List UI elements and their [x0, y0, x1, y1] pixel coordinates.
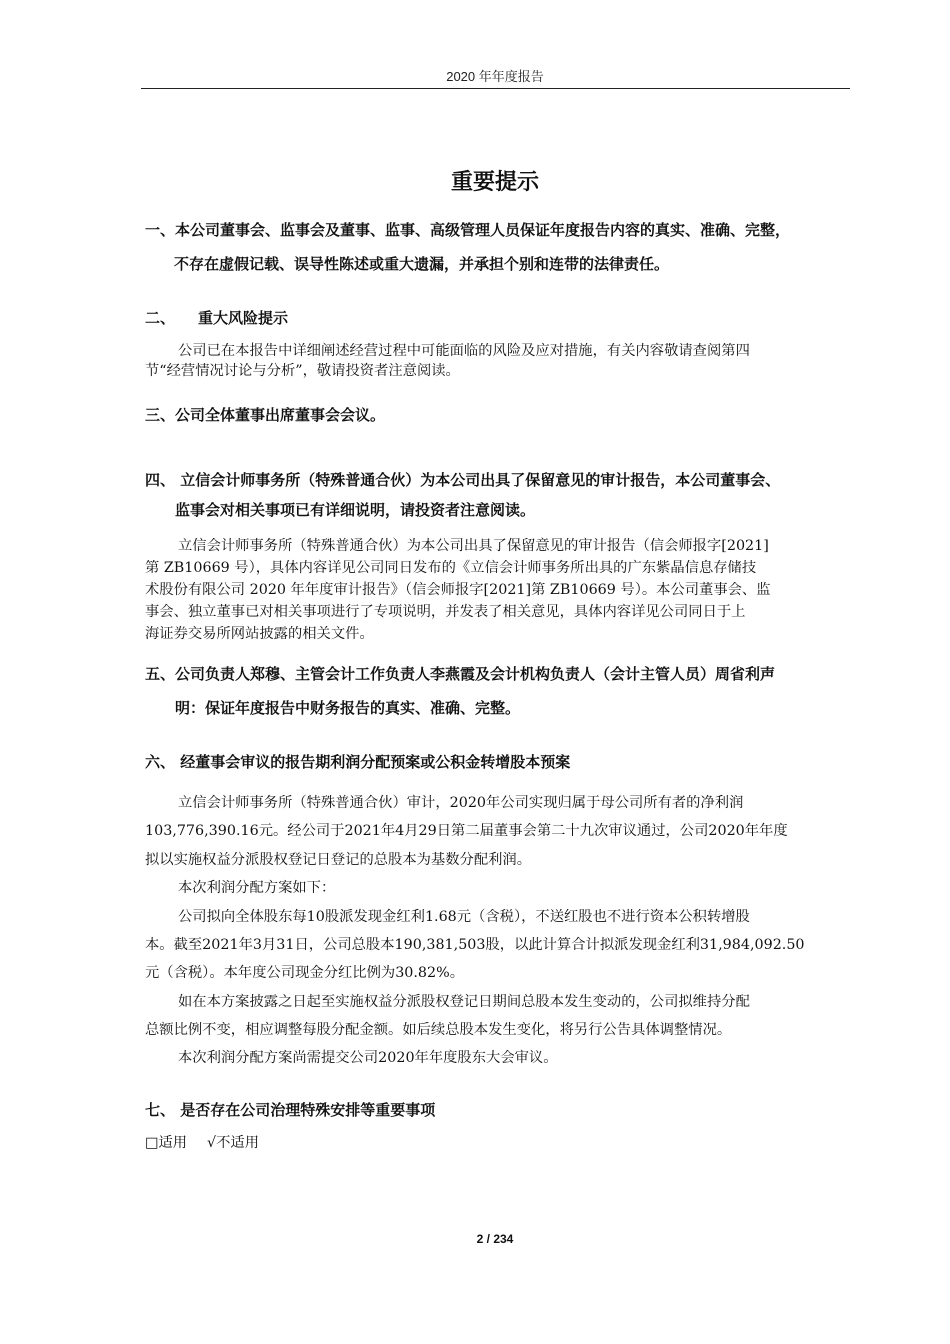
- page-title: 重要提示: [450, 170, 539, 195]
- section-6-heading: 六、 经董事会审议的报告期利润分配预案或公积金转增股本预案: [145, 753, 571, 771]
- section-4-paragraph-line: 第 ZB10669 号），具体内容详见公司同日发布的《立信会计师事务所出具的广东紫晶信息存储技: [145, 560, 757, 576]
- section-4-line-1: 四、 立信会计师事务所（特殊普通合伙）为本公司出具了保留意见的审计报告，本公司董事会、: [145, 471, 781, 489]
- header-divider: [141, 88, 850, 89]
- section-4-paragraph-line: 事会、独立董事已对相关事项进行了专项说明，并发表了相关意见，具体内容详见公司同日于上: [145, 604, 746, 620]
- section-2-paragraph-line-2: 节“经营情况讨论与分析”，敬请投资者注意阅读。: [145, 363, 460, 379]
- section-2-paragraph-line-1: 公司已在本报告中详细阐述经营过程中可能面临的风险及应对措施，有关内容敬请查阅第四: [178, 343, 750, 359]
- section-6-paragraph-line: 本次利润分配方案如下：: [178, 880, 336, 896]
- section-4-paragraph-line: 海证券交易所网站披露的相关文件。: [145, 626, 374, 642]
- section-4-paragraph-line: 立信会计师事务所（特殊普通合伙）为本公司出具了保留意见的审计报告（信会师报字[2021]: [178, 538, 769, 554]
- option-not-applicable: √不适用: [207, 1135, 260, 1151]
- section-1-line-1: 一、本公司董事会、监事会及董事、监事、高级管理人员保证年度报告内容的真实、准确、完整，: [145, 221, 791, 239]
- section-5-line-1: 五、公司负责人郑穆、主管会计工作负责人李燕霞及会计机构负责人（会计主管人员）周省利声: [145, 665, 776, 683]
- section-4-paragraph-line: 术股份有限公司 2020 年年度审计报告》（信会师报字[2021]第 ZB10669 号）。本公司董事会、监: [145, 582, 771, 598]
- section-4-line-2: 监事会对相关事项已有详细说明，请投资者注意阅读。: [175, 501, 536, 519]
- page-header: 2020 年年度报告: [446, 69, 544, 84]
- section-6-paragraph-line: 本次利润分配方案尚需提交公司2020年年度股东大会审议。: [178, 1050, 558, 1066]
- section-6-paragraph-line: 如在本方案披露之日起至实施权益分派股权登记日期间总股本发生变动的，公司拟维持分配: [178, 994, 750, 1010]
- section-6-paragraph-line: 元（含税）。本年度公司现金分红比例为30.82%。: [145, 965, 465, 981]
- section-3-heading: 三、公司全体董事出席董事会会议。: [145, 406, 386, 424]
- section-7-heading: 七、 是否存在公司治理特殊安排等重要事项: [145, 1101, 436, 1119]
- section-6-paragraph-line: 立信会计师事务所（特殊普通合伙）审计，2020年公司实现归属于母公司所有者的净利润: [178, 795, 744, 811]
- page-number: 2 / 234: [476, 1232, 514, 1246]
- section-6-paragraph-line: 103,776,390.16元。经公司于2021年4月29日第二届董事会第二十九次审议通过，公司2020年年度: [145, 823, 788, 839]
- section-2-number: 二、: [145, 309, 176, 327]
- section-6-paragraph-line: 总额比例不变，相应调整每股分配金额。如后续总股本发生变化，将另行公告具体调整情况。: [145, 1022, 732, 1038]
- section-5-line-2: 明：保证年度报告中财务报告的真实、准确、完整。: [175, 699, 521, 717]
- section-6-paragraph-line: 公司拟向全体股东每10股派发现金红利1.68元（含税），不送红股也不进行资本公积转增股: [178, 909, 750, 925]
- option-applicable: □适用: [145, 1135, 188, 1151]
- section-1-line-2: 不存在虚假记载、误导性陈述或重大遗漏，并承担个别和连带的法律责任。: [174, 255, 670, 273]
- section-6-paragraph-line: 拟以实施权益分派股权登记日登记的总股本为基数分配利润。: [145, 852, 532, 868]
- section-2-title: 重大风险提示: [198, 309, 289, 327]
- section-6-paragraph-line: 本。截至2021年3月31日，公司总股本190,381,503股，以此计算合计拟派发现金红利31,984,092.50: [145, 937, 805, 953]
